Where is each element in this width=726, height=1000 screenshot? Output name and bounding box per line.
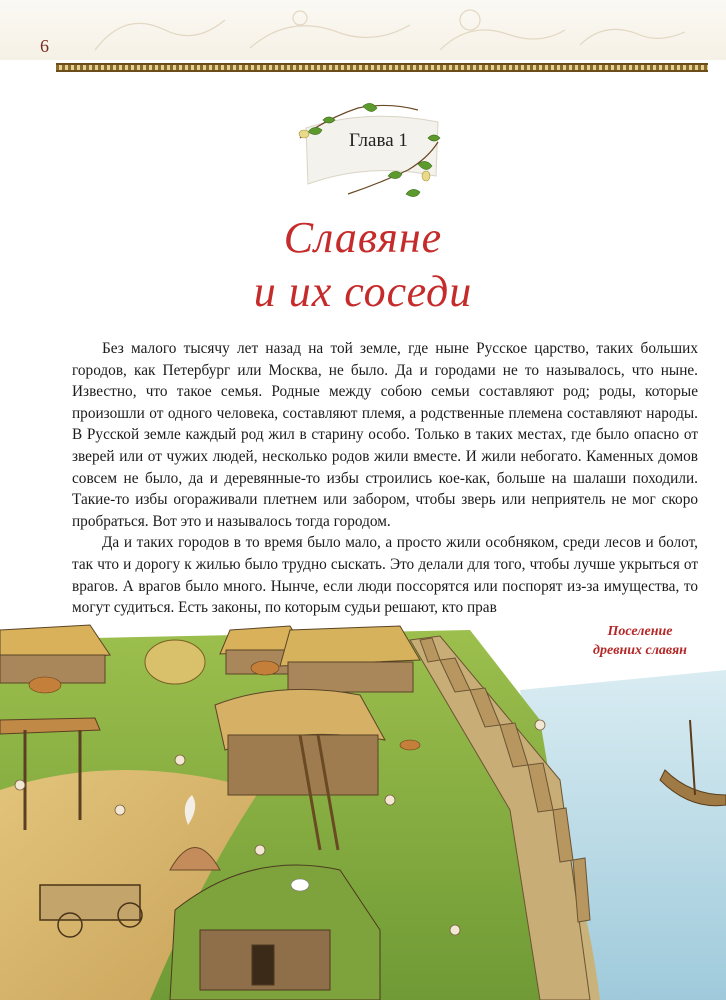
hut-top-right <box>280 626 420 692</box>
hut-left <box>0 625 110 683</box>
illustration-caption <box>565 622 715 660</box>
caption-line-1: Поселение <box>607 624 673 639</box>
chapter-label: Глава 1 <box>349 130 408 151</box>
chapter-title-line-2: и их соседи <box>253 267 473 316</box>
ornamental-divider <box>56 63 708 72</box>
settlement-illustration <box>0 600 726 1000</box>
paragraph-2: Да и таких городов в то время было мало, а просто жили особняком, среди лесов и болот, так что и дорогу к жилью было трудно сыскать. Это делали для того, чтобы лучше укрыться от врагов. А врагов было много. Нынче, если люди поссорятся или поспорят из-за имущества, то могут судиться. Есть законы, по которым судьи решают, кто прав <box>72 534 698 617</box>
chapter-title-line-1: Славяне <box>283 213 443 262</box>
header-ornament-drawing <box>0 0 726 60</box>
decorative-header-band <box>0 0 726 60</box>
page-number: 6 <box>40 36 49 56</box>
paragraph-1: Без малого тысячу лет назад на той земле, где ныне Русское царство, таких больших городов, как Петербург или Москва, не было. Да и городами не то называлось, что ныне. Известно, что такое семья. Родные между собою семьи составляют род; роды, которые произошли от одного человека, составляют племя, а родственные племена составляют народы. В Русской земле каждый род жил в старину особо. Только в таких местах, где было опасно от зверей или от чужих людей, несколько родов жили вместе. И жили небогато. Каменных домов совсем не было, да и деревянные-то избы строились кое-как, больше на шалаши походили. Такие-то избы огораживали плетнем или забором, чтобы зверь или неприятель не мог скоро пробраться. Вот это и называлось тогда городом. <box>72 340 698 530</box>
chapter-birch-banner <box>288 98 448 208</box>
caption-line-2: древних славян <box>593 643 687 658</box>
body-text <box>72 338 698 619</box>
haystack <box>145 640 205 684</box>
